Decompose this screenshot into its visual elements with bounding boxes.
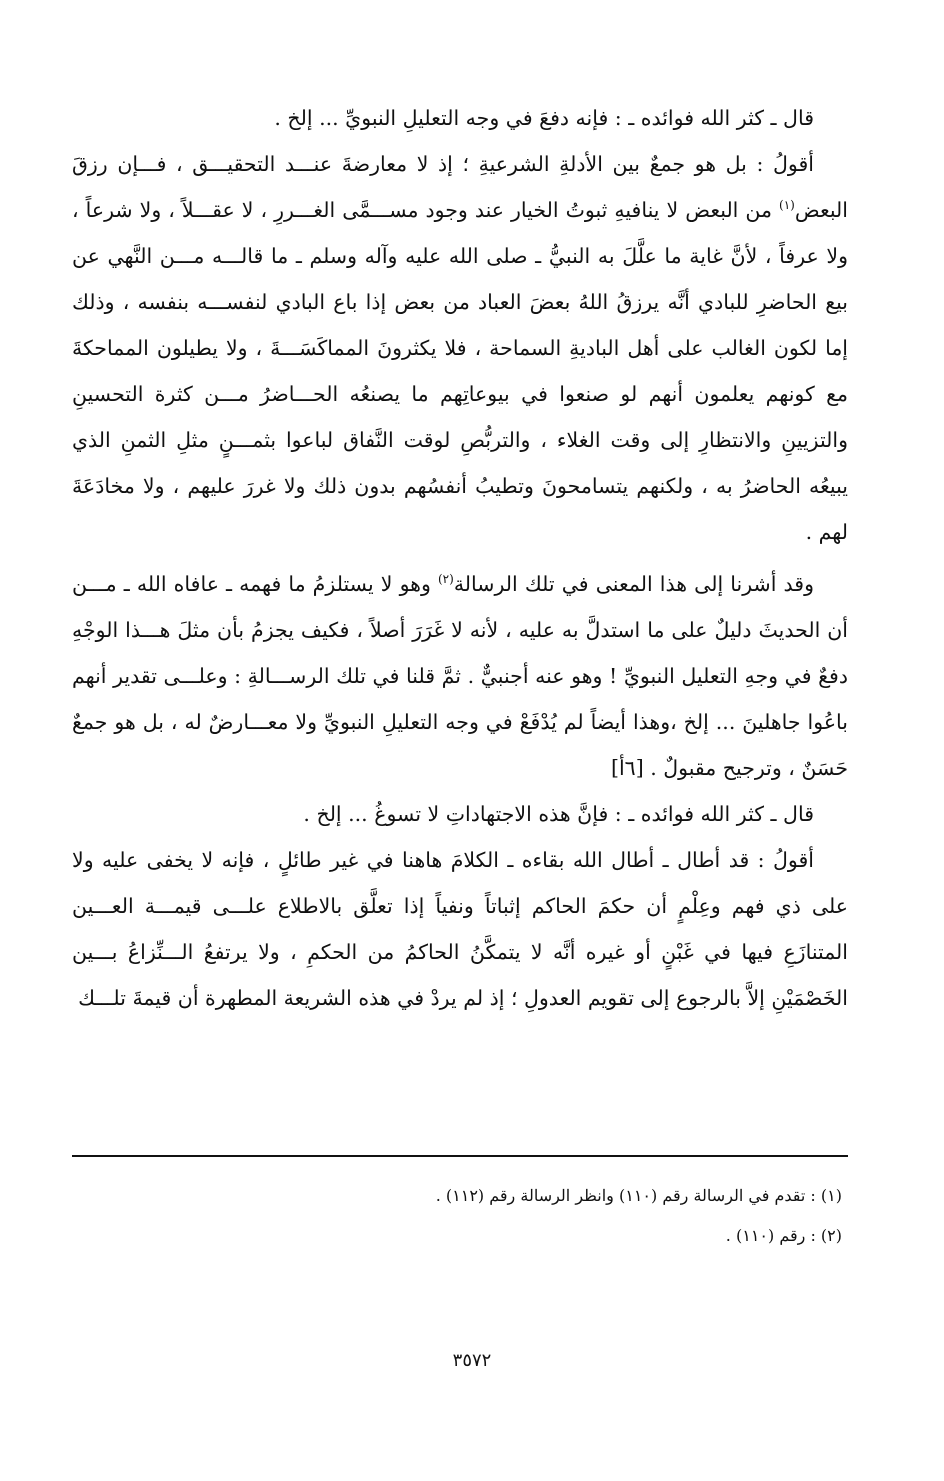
- footnote-1: (١) : تقدم في الرسالة رقم (١١٠) وانظر الرسالة رقم (١١٢) .: [435, 1186, 842, 1205]
- paragraph-5: أقولُ : قد أطال ـ أطال الله بقاءه ـ الكلامَ هاهنا في غير طائلٍ ، فإنه لا يخفى عليه ولا على ذي فهم وعِلْمٍ أن حكمَ الحاكم إثباتاً ونفياً إذا تعلَّق بالاطلاع علـــى قيمـــة العـــين المتنازَعِ فيها في غَبْنٍ أو غيره أنَّه لا يتمكَّنُ الحاكمُ من الحكمِ ، ولا يرتفعُ الـــنِّزاعُ بـــين الخَصْمَيْنِ إلاَّ بالرجوع إلى تقويم العدولِ ؛ إذ لم يردْ في هذه الشريعة المطهرة أن قيمةَ تلـــك: [72, 848, 848, 1010]
- paragraph-4: قال ـ كثر الله فوائده ـ : فإنَّ هذه الاجتهاداتِ لا تسوغُ ... إلخ .: [303, 802, 814, 826]
- paragraph-1: قال ـ كثر الله فوائده ـ : فإنه دفعَ في وجه التعليلِ النبويِّ ... إلخ .: [274, 106, 814, 130]
- paragraph-3-part-b: وهو لا يستلزمُ ما فهمه ـ عافاه الله ـ مـــن أن الحديثَ دليلٌ على ما استدلَّ به عليه ، لأنه لا غَرَرَ أصلاً ، فكيف يجزمُ بأن مثلَ هـــذا الوجْهِ دفعٌ في وجهِ التعليل النبويِّ ! وهو عنه أجنبيٌّ . ثمَّ قلنا في تلك الرســـالةِ : وعلـــى تقدير أنهم باعُوا جاهلينَ ... إلخ ،وهذا أيضاً لم يُدْفَعْ في وجه التعليلِ النبويِّ ولا معـــارضٌ له ، بل هو جمعٌ حَسَنٌ ، وترجيح مقبولٌ . [٦أ]: [72, 572, 848, 780]
- paragraph-2-part-b: من البعض لا ينافيهِ ثبوتُ الخيار عند وجود مســـمَّى الغـــررِ ، لا عقـــلاً ، ولا شرعاً ، ولا عرفاً ، لأنَّ غاية ما علَّلَ به النبيُّ ـ صلى الله عليه وآله وسلم ـ ما قالـــه مـــن النَّهي عن بيع الحاضرِ للبادي أنَّه يرزقُ اللهُ بعضَ العباد من بعض إذا باع البادي لنفســـه بنفسه ، وذلك إما لكون الغالب على أهل الباديةِ السماحة ، فلا يكثرونَ المماكَسَـــةَ ، ولا يطيلون المماحكةَ مع كونهم يعلمون أنهم لو صنعوا في بيوعاتِهم ما يصنعُه الحـــاضرُ مـــن كثرة التحسينِ والتزيينِ والانتظارِ إلى وقت الغلاء ، والتربُّصِ لوقت النَّفاق لباعوا بثمـــنٍ مثلِ الثمنِ الذي يبيعُه الحاضرُ به ، ولكنهم يتسامحونَ وتطيبُ أنفسُهم بدون ذلك ولا غررَ عليهم ، ولا مخادَعَةَ لهم .: [72, 198, 848, 544]
- page-number: ٣٥٧٢: [452, 1350, 492, 1371]
- footnotes: [72, 1176, 842, 1256]
- footnote-2: (٢) : رقم (١١٠) .: [725, 1226, 842, 1245]
- main-text: [72, 95, 848, 1021]
- footnote-ref-1[interactable]: (١): [779, 198, 795, 213]
- paragraph-3: [72, 561, 848, 791]
- paragraph-2-part-a: أقولُ : بل هو جمعٌ بين الأدلةِ الشرعيةِ ؛ إذ لا معارضةَ عنـــد التحقيـــق ، فـــإن رزقَ البعض: [72, 152, 848, 222]
- footnote-ref-2[interactable]: (٢): [437, 572, 454, 587]
- paragraph-2: [72, 141, 848, 555]
- footnote-separator: [72, 1155, 848, 1157]
- paragraph-3-part-a: وقد أشرنا إلى هذا المعنى في تلك الرسالة: [453, 572, 814, 596]
